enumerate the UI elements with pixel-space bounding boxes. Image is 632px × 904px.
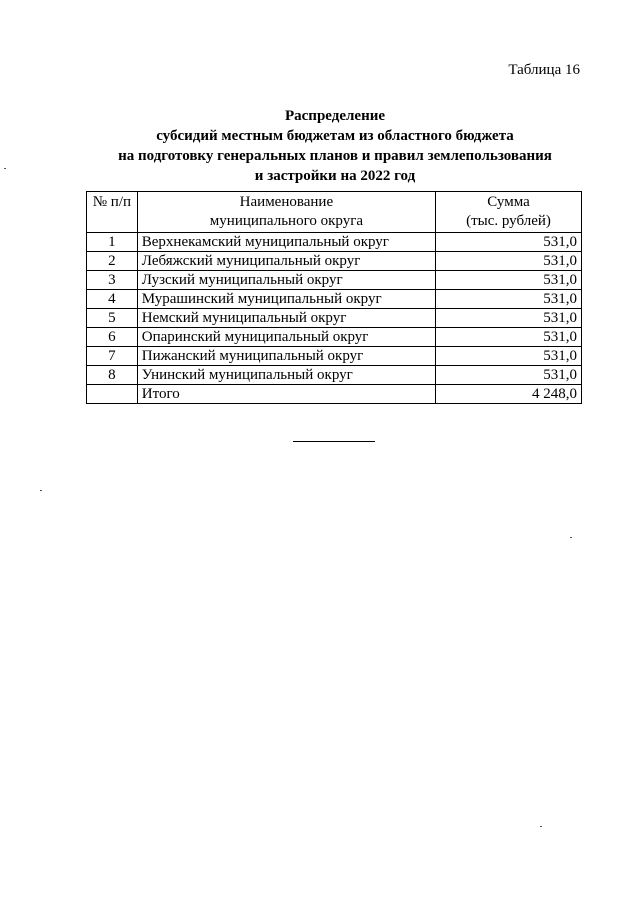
row-number: 2 [87, 252, 138, 271]
row-number: 8 [87, 366, 138, 385]
distribution-table [86, 191, 582, 404]
row-sum: 531,0 [436, 252, 582, 271]
row-sum: 531,0 [436, 271, 582, 290]
row-district-name: Верхнекамский муниципальный округ [137, 233, 435, 252]
table-row [87, 347, 582, 366]
header-name-line-1: Наименование [239, 194, 334, 210]
scan-speck [570, 537, 572, 538]
row-number: 1 [87, 233, 138, 252]
row-district-name: Опаринский муниципальный округ [137, 328, 435, 347]
row-district-name: Мурашинский муниципальный округ [137, 290, 435, 309]
header-sum [436, 192, 582, 233]
heading-line-2: субсидий местным бюджетам из областного бюджета [156, 128, 514, 144]
row-sum: 531,0 [436, 328, 582, 347]
table-number: Таблица 16 [508, 62, 580, 78]
row-sum: 531,0 [436, 366, 582, 385]
header-name-line-2: муниципального округа [209, 213, 363, 229]
header-name [137, 192, 435, 233]
table-row [87, 309, 582, 328]
heading-line-1: Распределение [284, 108, 386, 124]
row-sum: 531,0 [436, 290, 582, 309]
table-row [87, 252, 582, 271]
row-district-name: Унинский муниципальный округ [137, 366, 435, 385]
row-number: 5 [87, 309, 138, 328]
row-sum: 531,0 [436, 309, 582, 328]
document-heading [40, 106, 630, 186]
row-sum: 531,0 [436, 347, 582, 366]
row-district-name: Лузский муниципальный округ [137, 271, 435, 290]
table-row [87, 233, 582, 252]
scan-speck [4, 168, 6, 169]
row-number: 4 [87, 290, 138, 309]
table-row [87, 366, 582, 385]
scan-speck [40, 490, 42, 491]
row-district-name: Немский муниципальный округ [137, 309, 435, 328]
row-district-name: Лебяжский муниципальный округ [137, 252, 435, 271]
table-row [87, 290, 582, 309]
row-number: 7 [87, 347, 138, 366]
header-sum-line-2: (тыс. рублей) [466, 213, 551, 229]
total-row [87, 385, 582, 404]
table-row [87, 328, 582, 347]
table-header-row [87, 192, 582, 233]
row-number: 3 [87, 271, 138, 290]
total-sum: 4 248,0 [436, 385, 582, 404]
scan-speck [540, 826, 542, 827]
end-divider [293, 441, 375, 442]
table-row [87, 271, 582, 290]
row-number: 6 [87, 328, 138, 347]
row-district-name: Пижанский муниципальный округ [137, 347, 435, 366]
row-sum: 531,0 [436, 233, 582, 252]
heading-line-3: на подготовку генеральных планов и правил землепользования [118, 148, 552, 164]
header-number: № п/п [87, 192, 138, 233]
total-number [87, 385, 138, 404]
header-sum-line-1: Сумма [487, 194, 530, 210]
heading-line-4: и застройки на 2022 год [254, 168, 416, 184]
total-label: Итого [137, 385, 435, 404]
